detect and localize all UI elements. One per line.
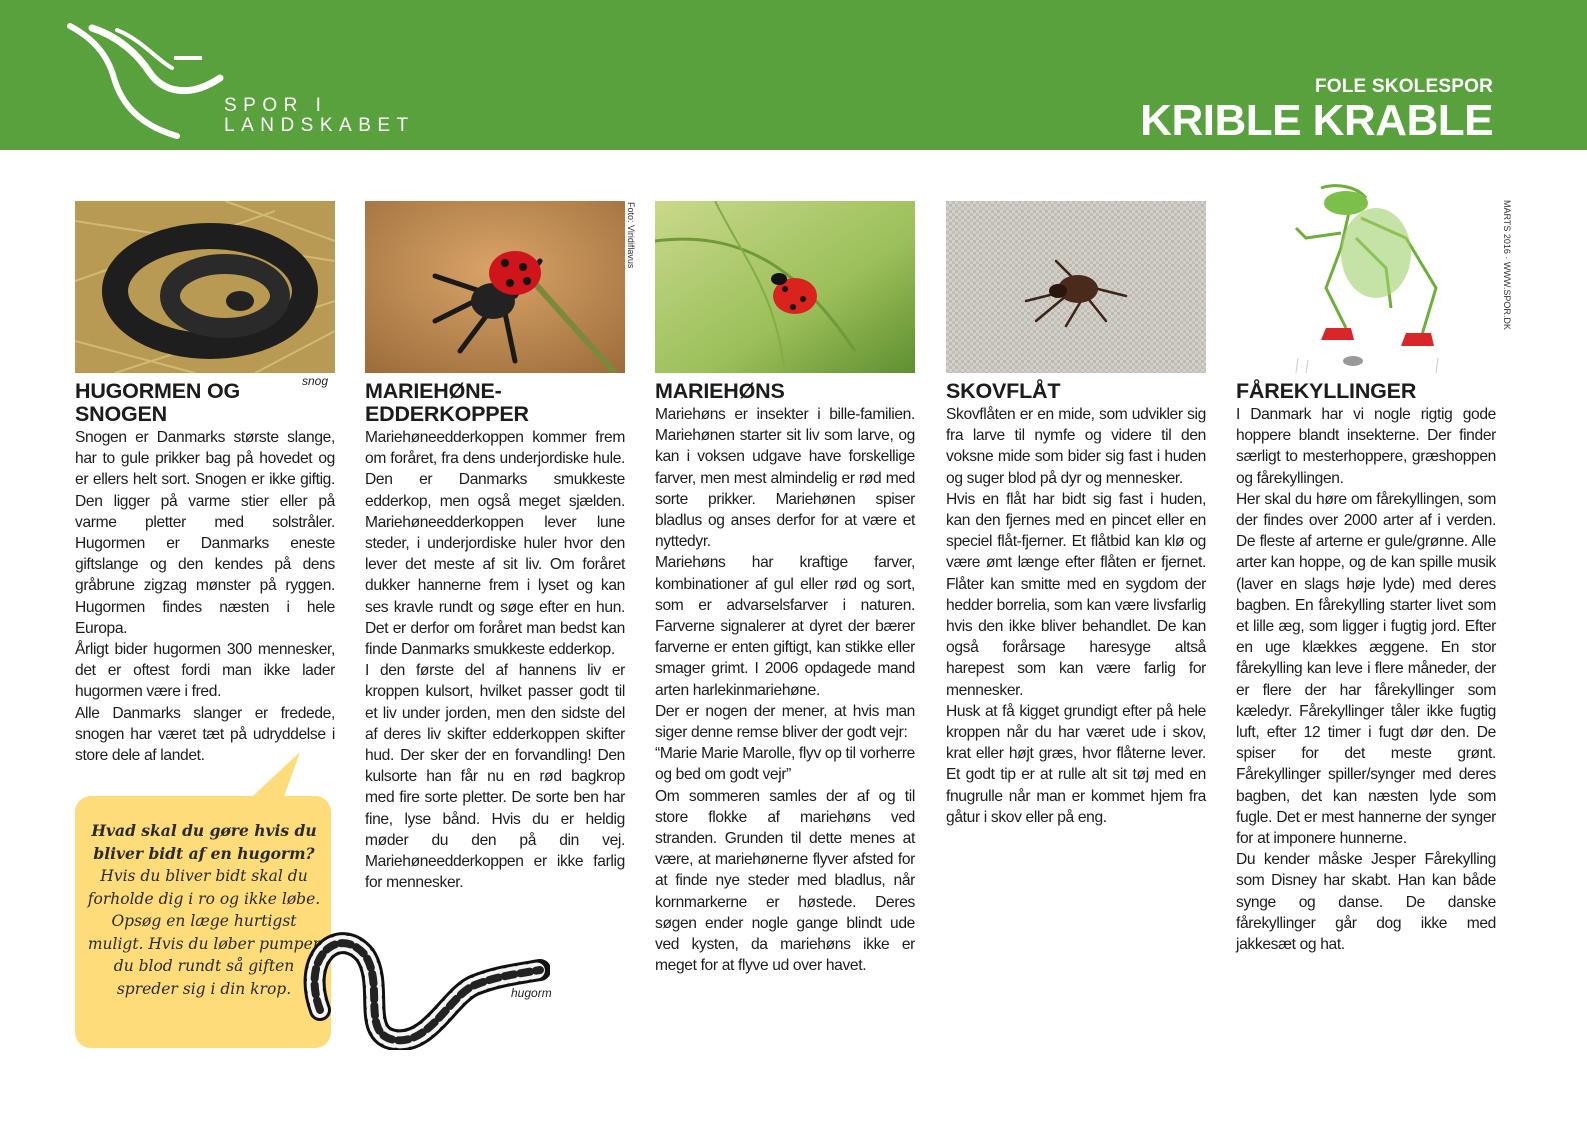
paragraph: Årligt bider hugormen 300 mennesker, det er oftest fordi man ikke lader hugormen være i fred. bbox=[75, 641, 335, 701]
header-banner bbox=[0, 0, 1587, 150]
hugorm-caption: hugorm bbox=[511, 986, 552, 1000]
paragraph: Der er nogen der mener, at hvis man siger denne remse bliver der godt vejr: bbox=[655, 702, 915, 742]
logo-wordmark bbox=[224, 96, 415, 136]
paragraph: Om sommeren samles der af og til store flokke af mariehøns ved stranden. Grunden til dette menes at være, at mariehønerne flyver afsted for at finde nye steder med bladlus, når kornmarkerne er høstede. Deres søgen ender nogle gange blindt ude ved kysten, da mariehøns ikke er meget for at flyve ud over havet. bbox=[655, 787, 915, 975]
snake-photo bbox=[75, 201, 335, 373]
column-crickets bbox=[1236, 380, 1496, 955]
column-ladybirds bbox=[655, 380, 915, 976]
column-snakes bbox=[75, 380, 335, 766]
paragraph: Mariehøns er insekter i bille-familien. Mariehønen starter sit liv som larve, og kan i voksen udgave have forskellige farver, men mest almindelig er rød med sorte prikker. Mariehønen spiser bladlus og anses derfor for at være et nyttedyr. bbox=[655, 406, 915, 551]
paragraph: I Danmark har vi nogle rigtig gode hoppere blandt insekterne. Der finder særligt to mesterhoppere, græshoppen og fårekyllingen. bbox=[1236, 406, 1496, 487]
page-kicker: FOLE SKOLESPOR bbox=[1314, 76, 1493, 97]
heading-snakes: HUGORMEN OG SNOGEN bbox=[75, 379, 241, 426]
paragraph: Du kender måske Jesper Fårekylling som Disney har skabt. Han kan både synge og danse. De danske fårekyllinger går dog ikke med jakkesæt og hat. bbox=[1236, 851, 1496, 954]
paragraph: Alle Danmarks slanger er fredede, snogen har været tæt på udryddelse i store dele af landet. bbox=[75, 704, 335, 765]
paragraph: Snogen er Danmarks største slange, har to gule prikker bag på hovedet og er ellers helt sort. Snogen er ikke giftig. Den ligger på varme stier eller på varme pletter med solstråler. Hugormen er Danmarks eneste giftslange og den kendes på dens gråbrune zigzag mønster på ryggen. Hugormen findes næsten i hele Europa. bbox=[75, 429, 335, 637]
photo-credit: Foto: Viridiflavus bbox=[626, 202, 636, 269]
paragraph: Skovflåten er en mide, som udvikler sig fra larve til nymfe og videre til den voksne mide som bider sig fast i huden og suger blod på dyr og mennesker. bbox=[946, 406, 1206, 487]
paragraph: I den første del af hannens liv er kroppen kulsort, hvilket passer godt til et liv under jorden, men den sidste del af deres liv skifter edderkoppen skifter hud. Der sker der en forvandling! Den kulsorte han får nu en rød bagkrop med fire sorte pletter. De sorte ben har fine, lyse bånd. Hvis du er heldig møder du den på din vej. Mariehøneedderkoppen er ikke farlig for mennesker. bbox=[365, 662, 625, 892]
adder-bite-text bbox=[86, 820, 322, 1000]
heading-ticks: SKOVFLÅT bbox=[946, 379, 1061, 403]
heading-crickets: FÅREKYLLINGER bbox=[1236, 379, 1417, 403]
bubble-answer: Hvis du bliver bidt skal du forholde dig i ro og ikke løbe. Opsøg en læge hurtigst muligt. Hvis du løber pumper du blod rundt så giften spreder sig i din krop. bbox=[87, 867, 321, 998]
spor-logo-icon bbox=[62, 18, 232, 143]
grasshopper-drawing bbox=[1236, 178, 1496, 378]
paragraph: Mariehøneedderkoppen kommer frem om foråret, fra dens underjordiske hule. Den er Danmarks smukkeste edderkop, men også meget sjælden. Mariehøneedderkoppen lever lune steder, i underjordiske huler hvor den lever det meste af sit liv. Om foråret dukker hannerne frem i lyset og kan ses kravle rundt og søge efter en hun. Det er derfor om foråret man bedst kan finde Danmarks smukkeste edderkop. bbox=[365, 429, 625, 659]
paragraph: Hvis en flåt har bidt sig fast i huden, kan den fjernes med en pincet eller en speciel flåt-fjerner. Et flåtbid kan klø og være ømt længe efter flåten er fjernet. Flåter kan smitte med en sygdom der hedder borrelia, som kan være livsfarlig hvis den ikke bliver behandlet. De kan også forårsage haresyge altså harepest som kan være farlig for mennesker. bbox=[946, 490, 1206, 699]
column-spiders bbox=[365, 380, 625, 893]
logo-line-2: LANDSKABET bbox=[224, 115, 415, 136]
logo-line-1: SPOR I bbox=[224, 95, 328, 116]
page-title: KRIBLE KRABLE bbox=[1140, 96, 1493, 145]
paragraph-quote: “Marie Marie Marolle, flyv op til vorherre og bed om godt vejr” bbox=[655, 745, 915, 784]
paragraph: Mariehøns har kraftige farver, kombinationer af gul eller rød og sort, som er advarselsfarver i naturen. Farverne signalerer at dyret der bærer farverne er enten giftigt, kan stikke eller smager grimt. I 2006 opdagede mand arten harlekinmariehøne. bbox=[655, 554, 915, 699]
heading-spiders: MARIEHØNE-EDDERKOPPER bbox=[365, 379, 529, 426]
snog-caption: snog bbox=[302, 374, 329, 388]
paragraph: Husk at få kigget grundigt efter på hele kroppen når du har været ude i skov, krat eller højt græs, hvor flåterne lever. Et godt tip er at rulle alt sit tøj med en fnugrulle når man er kommet hjem fra gåtur i skov eller på eng. bbox=[946, 702, 1206, 826]
tick-photo bbox=[946, 201, 1206, 373]
heading-ladybirds: MARIEHØNS bbox=[655, 379, 785, 403]
paragraph: Her skal du høre om fårekyllingen, som der findes over 2000 arter af i verden. De fleste af arterne er gule/grønne. Alle arter kan hoppe, og de kan spille musik (laver en slags høje lyde) med deres bagben. En fårekylling starter livet som et lille æg, som ligger i fugtig jord. Efter en uge klækkes æggene. En stor fårekylling kan leve i flere måneder, der er flere der har fårekyllinger som kæledyr. Fårekyllinger tåler ikke fugtig luft, efter 12 timer i fugt dør den. De spiser for det meste grønt. Fårekyllinger spiller/synger med deres bagben, det kan næsten lyde som fugle. Det er mest hannerne der synger for at imponere hunnerne. bbox=[1236, 490, 1496, 848]
bubble-question: Hvad skal du gøre hvis du bliver bidt af en hugorm? bbox=[91, 821, 317, 863]
adder-drawing bbox=[300, 915, 550, 1050]
footer-date-web: MARTS 2016 · WWW.SPOR.DK bbox=[1502, 200, 1512, 330]
ladybird-spider-photo bbox=[365, 201, 625, 373]
column-ticks bbox=[946, 380, 1206, 828]
ladybird-photo bbox=[655, 201, 915, 373]
